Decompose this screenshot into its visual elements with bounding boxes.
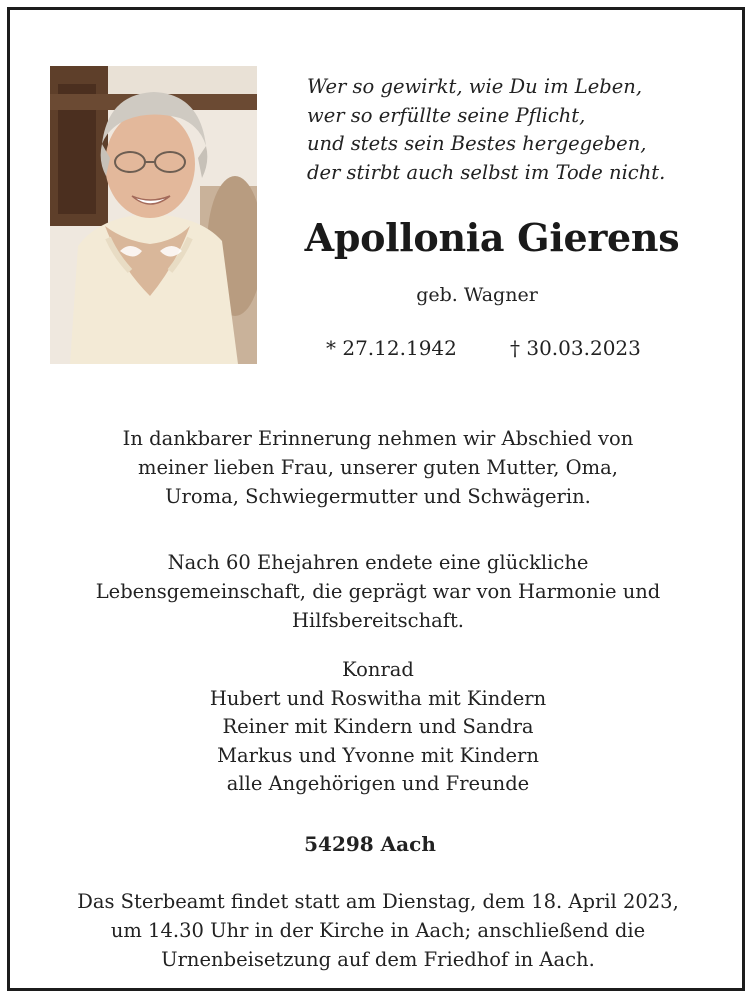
marriage-line: Lebensgemeinschaft, die geprägt war von Harmonie und [95,580,661,603]
mourner-line: Reiner mit Kindern und Sandra [222,715,534,738]
maiden-name: geb. Wagner [416,284,538,306]
death-date: † 30.03.2023 [510,336,641,360]
mourner-line: Markus und Yvonne mit Kindern [217,743,539,767]
poem-line: wer so erfüllte seine Pflicht, [307,103,586,127]
mourner-line: Konrad [342,658,414,681]
service-line: um 14.30 Uhr in der Kirche in Aach; anschließend die [110,919,646,942]
farewell-line: In dankbarer Erinnerung nehmen wir Abschied von [122,427,634,450]
service-line: Urnenbeisetzung auf dem Friedhof in Aach. [161,948,595,971]
birth-date: * 27.12.1942 [326,336,457,360]
marriage-line: Nach 60 Ehejahren endete eine glückliche [167,551,589,574]
mourners-list [30,656,726,799]
poem-line: Wer so gewirkt, wie Du im Leben, [307,75,643,98]
place-name: 54298 Aach [304,832,436,856]
marriage-line: Hilfsbereitschaft. [291,609,465,632]
service-text [30,887,726,974]
farewell-text [30,424,726,511]
portrait-photo [50,66,257,364]
mourner-line: Hubert und Roswitha mit Kindern [209,686,547,710]
poem [307,73,727,187]
poem-line: der stirbt auch selbst im Tode nicht. [307,160,666,184]
deceased-name: Apollonia Gierens [304,215,680,260]
mourner-line: alle Angehörigen und Freunde [226,772,530,795]
farewell-line: meiner lieben Frau, unserer guten Mutter, Oma, [138,456,618,479]
poem-line: und stets sein Bestes hergegeben, [307,132,647,155]
service-line: Das Sterbeamt findet statt am Dienstag, dem 18. April 2023, [77,890,679,913]
farewell-line: Uroma, Schwiegermutter und Schwägerin. [165,485,591,508]
marriage-text [30,548,726,635]
